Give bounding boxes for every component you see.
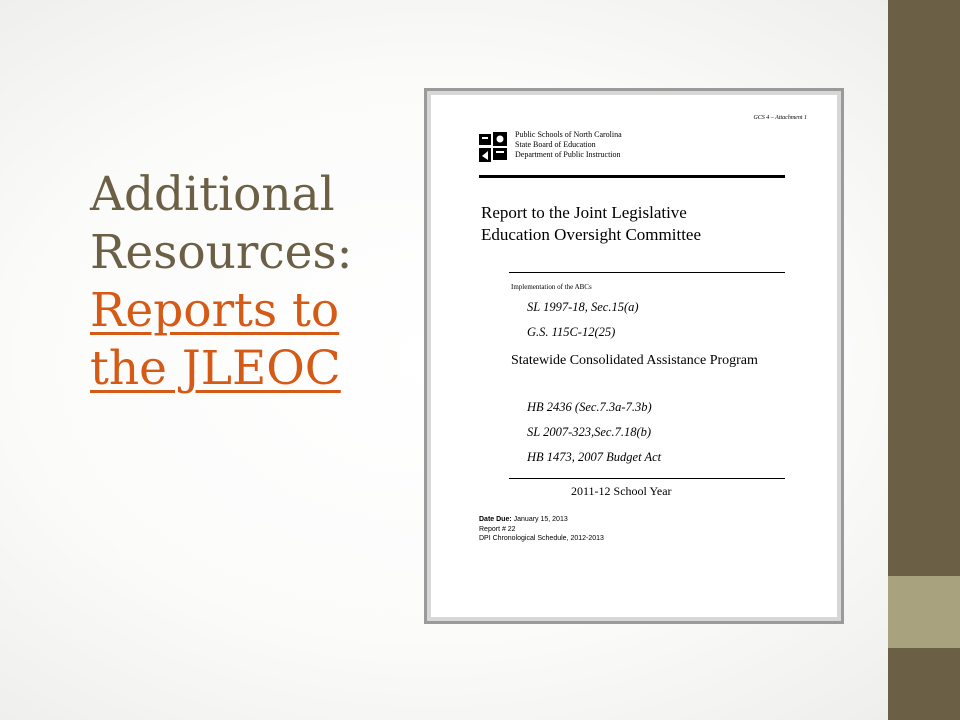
school-year: 2011-12 School Year — [571, 484, 672, 498]
section-rule-bottom — [509, 478, 785, 479]
program-ref-1: HB 2436 (Sec.7.3a-7.3b) — [527, 400, 652, 414]
org-line-2: State Board of Education — [515, 140, 596, 149]
report-document-image — [424, 88, 844, 624]
attachment-label: GCS 4 – Attachment 1 — [753, 115, 807, 121]
report-title — [481, 202, 701, 246]
ncdpi-logo-icon — [479, 132, 509, 162]
reports-jleoc-link[interactable]: Reports to the JLEOC — [90, 283, 341, 396]
header-rule — [479, 175, 785, 178]
report-title-line-2: Education Oversight Committee — [481, 225, 702, 244]
org-line-3: Department of Public Instruction — [515, 150, 621, 159]
title-line-1: Additional — [90, 167, 335, 222]
section-rule-top — [509, 272, 785, 273]
document-shadow — [427, 91, 841, 621]
abcs-ref-1: SL 1997-18, Sec.15(a) — [527, 300, 639, 314]
date-due-line — [479, 515, 604, 525]
slide-title — [90, 166, 390, 398]
org-line-1: Public Schools of North Carolina — [515, 130, 622, 139]
chronological-schedule: DPI Chronological Schedule, 2012-2013 — [479, 535, 604, 542]
program-ref-2: SL 2007-323,Sec.7.18(b) — [527, 425, 652, 439]
report-meta — [479, 515, 604, 544]
right-band-accent — [888, 576, 960, 648]
implementation-label: Implementation of the ABCs — [511, 283, 592, 291]
date-due-value: January 15, 2013 — [513, 516, 568, 523]
program-title: Statewide Consolidated Assistance Program — [511, 353, 758, 368]
abcs-ref-2: G.S. 115C-12(25) — [527, 325, 616, 339]
program-ref-3: HB 1473, 2007 Budget Act — [527, 450, 662, 464]
report-number: Report # 22 — [479, 525, 516, 533]
date-due-label: Date Due: — [479, 516, 512, 523]
title-line-2: Resources: — [90, 225, 353, 280]
organization-block — [515, 130, 622, 160]
report-title-line-1: Report to the Joint Legislative — [481, 203, 687, 222]
document-page — [431, 95, 837, 617]
